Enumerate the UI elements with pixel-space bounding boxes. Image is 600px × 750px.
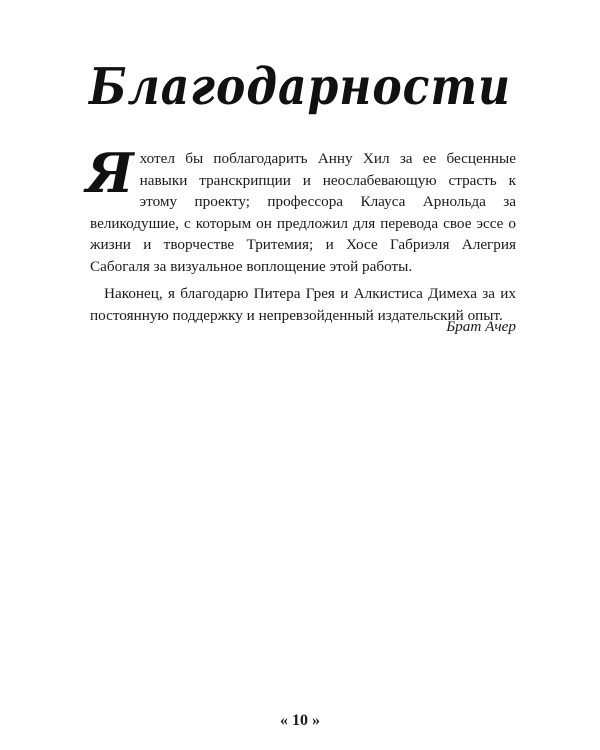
drop-cap: Я bbox=[86, 141, 134, 205]
paragraph-1 bbox=[86, 141, 516, 277]
signature: Брат Ачер bbox=[446, 318, 516, 335]
page-title: Благодарности bbox=[88, 58, 512, 117]
acknowledgements-text bbox=[86, 141, 516, 326]
paragraph-2: Наконец, я благодарю Питера Грея и Алкистиса Димеха за их постоянную поддержку и непревзойденный издательский опыт. bbox=[90, 285, 516, 324]
paragraph-1-text: хотел бы поблагодарить Анну Хил за ее бесценные навыки транскрипции и неослабевающую страсть к этому проекту; профессора Клауса Арнольда за великодушие, с которым он предложил для перевода свое эссе о жизни и творчестве Тритемия; и Хосе Габриэля Алегрия Сабогаля за визуальное воплощение этой работы. bbox=[90, 150, 516, 275]
page-number: « 10 » bbox=[280, 712, 320, 729]
